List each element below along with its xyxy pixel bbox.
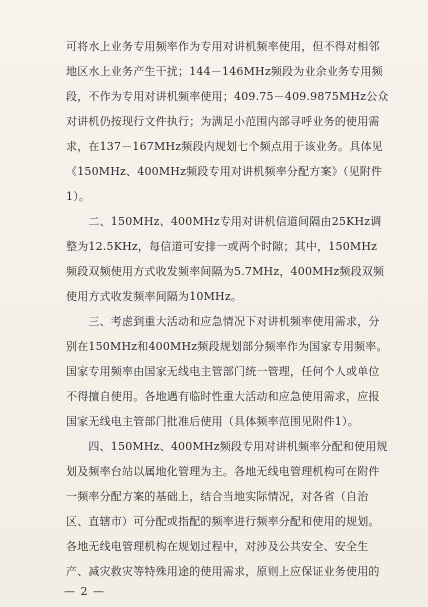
text-line: 对讲机仍按现行文件执行；为满足小范围内部寻呼业务的使用需 bbox=[66, 115, 380, 128]
text-line: 四、150MHz、400MHz频段专用对讲机频率分配和使用规 bbox=[66, 440, 388, 453]
text-line: 各地无线电管理机构在规划过程中，对涉及公共安全、安全生 bbox=[66, 540, 369, 553]
text-line: 可将水上业务专用频率作为专用对讲机频率使用，但不得对相邻 bbox=[66, 40, 380, 53]
text-line: 区、直辖市）可分配或指配的频率进行频率分配和使用的规划。 bbox=[66, 515, 380, 528]
text-line: 频段双频使用方式收发频率间隔为5.7MHz，400MHz频段双频 bbox=[66, 265, 385, 278]
text-line: 不得擅自使用。各地遇有临时性重大活动和应急使用需求，应报 bbox=[66, 390, 380, 403]
text-line: 《150MHz、400MHz频段专用对讲机频率分配方案》（见附件 bbox=[66, 165, 383, 178]
text-line: 别在150MHz和400MHz频段规划部分频率作为国家专用频率。 bbox=[66, 340, 388, 353]
text-line: 使用方式收发频率间隔为10MHz。 bbox=[66, 290, 243, 303]
body-text bbox=[66, 34, 389, 584]
text-line: 国家专用频率由国家无线电主管部门统一管理，任何个人或单位 bbox=[66, 365, 380, 378]
text-line: 一频率分配方案的基础上，结合当地实际情况，对各省（自治 bbox=[66, 490, 369, 503]
text-line: 地区水上业务产生干扰；144－146MHz频段为业余业务专用频 bbox=[66, 65, 383, 78]
text-line: 产、减灾救灾等特殊用途的使用需求，原则上应保证业务使用的 bbox=[66, 565, 380, 578]
text-line: 二、150MHz、400MHz专用对讲机信道间隔由25KHz调 bbox=[66, 215, 382, 228]
text-line: 1）。 bbox=[66, 190, 91, 203]
text-line: 划及频率台站以属地化管理为主。各地无线电管理机构可在附件 bbox=[66, 465, 380, 478]
text-line: 国家无线电主管部门批准后使用（具体频率范围见附件1）。 bbox=[66, 415, 359, 428]
page-number: — 2 — bbox=[64, 585, 105, 598]
text-line: 三、考虑到重大活动和应急情况下对讲机频率使用需求，分 bbox=[66, 315, 380, 328]
text-line: 求，在137－167MHz频段内规划七个频点用于该业务。具体见 bbox=[66, 140, 383, 153]
text-line: 段，不作为专用对讲机频率使用；409.75－409.9875MHz公众 bbox=[66, 90, 389, 103]
text-line: 整为12.5KHz，每信道可安排一或两个时隙；其中，150MHz bbox=[66, 240, 378, 253]
